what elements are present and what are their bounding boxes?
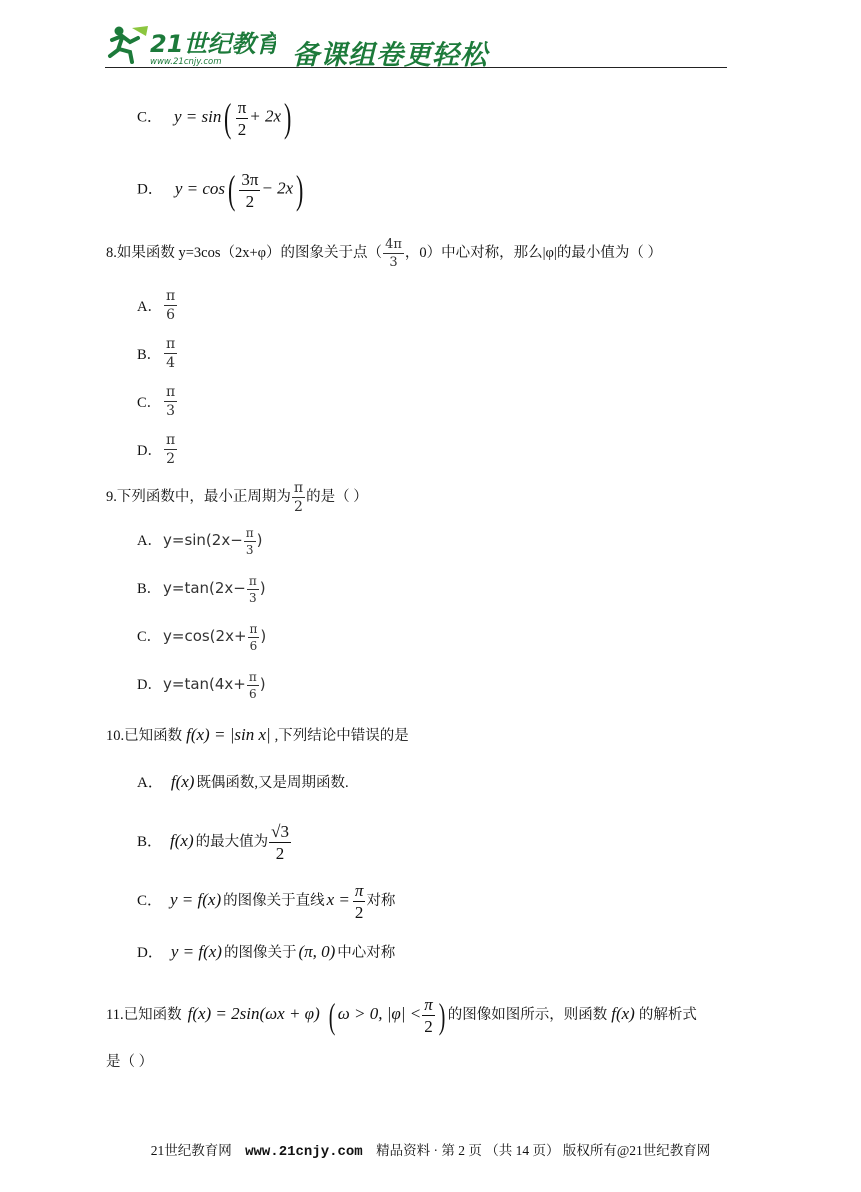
q7-d-frac: $\frac{3\pi}{2}$: [241, 169, 259, 211]
q7-d-lhs: y = cos: [174, 178, 226, 198]
q10-stem: 10.已知函数 f(x) = |sin x| ,下列结论中错误的是: [106, 725, 409, 744]
q7-option-c: C． y = sin( $\frac{\pi}{2}$ + 2x): [137, 95, 292, 140]
q8-frac: $\frac{4\pi}{3}$: [385, 237, 402, 270]
q9-option-b: B． y=tan(2x− $\frac{\pi}{3}$ ): [137, 574, 266, 605]
q9-option-a: A．y=sin(2x− $\frac{\pi}{3}$ ): [137, 526, 263, 557]
q9-stem: 9.下列函数中，最小正周期为 $\frac{\pi}{2}$ 的是（ ）: [106, 480, 368, 515]
page-footer: [0, 1139, 861, 1160]
logo-url: www.21cnjy.com: [150, 57, 222, 67]
header-divider: [105, 67, 727, 68]
logo-text: 21世纪教育: [150, 30, 276, 58]
q7-c-lhs: y = sin: [174, 106, 222, 126]
q8-stem: 8.如果函数 y=3cos（2x+φ）的图象关于点（ $\frac{4\pi}{3}$ ，0）中心对称，那么|φ|的最小值为（ ）: [106, 237, 662, 270]
q8-option-d: D． $\frac{\pi}{2}$: [137, 432, 176, 467]
q8-option-a: A． $\frac{\pi}{6}$: [137, 288, 176, 323]
site-logo: [106, 22, 276, 68]
q10-expr: f(x) = |sin x|: [186, 725, 271, 744]
header-slogan: 备课组卷更轻松: [292, 40, 488, 71]
q10-option-b: B． f(x) 的最大值为 $\frac{√3}{2}$: [137, 822, 289, 863]
q10-option-c: C． y = f(x) 的图像关于直线 x = $\frac{\pi}{2}$ 对称: [137, 881, 396, 922]
footer-site: 21世纪教育网: [150, 1143, 232, 1158]
q9-frac: $\frac{\pi}{2}$: [293, 480, 304, 515]
footer-url[interactable]: www.21cnjy.com: [245, 1144, 363, 1160]
q10-option-a: A． f(x) 既偶函数,又是周期函数.: [137, 772, 349, 791]
runner-logo-icon: [106, 22, 276, 68]
q9-option-c: C． y=cos(2x+ $\frac{\pi}{6}$ ): [137, 622, 267, 653]
q10-option-d: D． y = f(x) 的图像关于 (π, 0) 中心对称: [137, 942, 396, 961]
q8-option-c: C． $\frac{\pi}{3}$: [137, 384, 176, 419]
q8-option-b: B． $\frac{\pi}{4}$: [137, 336, 176, 371]
q11-stem: 11.已知函数 f(x) = 2sin(ωx + φ) ( ω > 0, |φ| < $\frac{\pi}{2}$ ) 的图像如图所示，则函数 f(x) 的解析式: [106, 995, 697, 1036]
q11-expr: f(x) = 2sin(ωx + φ): [187, 1003, 320, 1023]
q9-option-d: D．y=tan(4x+ $\frac{\pi}{6}$ ): [137, 670, 266, 701]
q7-c-frac: $\frac{\pi}{2}$: [237, 97, 247, 139]
footer-info: 精品资料 · 第 2 页 （共 14 页） 版权所有@21世纪教育网: [376, 1143, 711, 1158]
q11-stem-cont: 是（ ）: [106, 1054, 154, 1070]
q7-option-d: D． y = cos( $\frac{3\pi}{2}$ − 2x): [137, 167, 304, 212]
